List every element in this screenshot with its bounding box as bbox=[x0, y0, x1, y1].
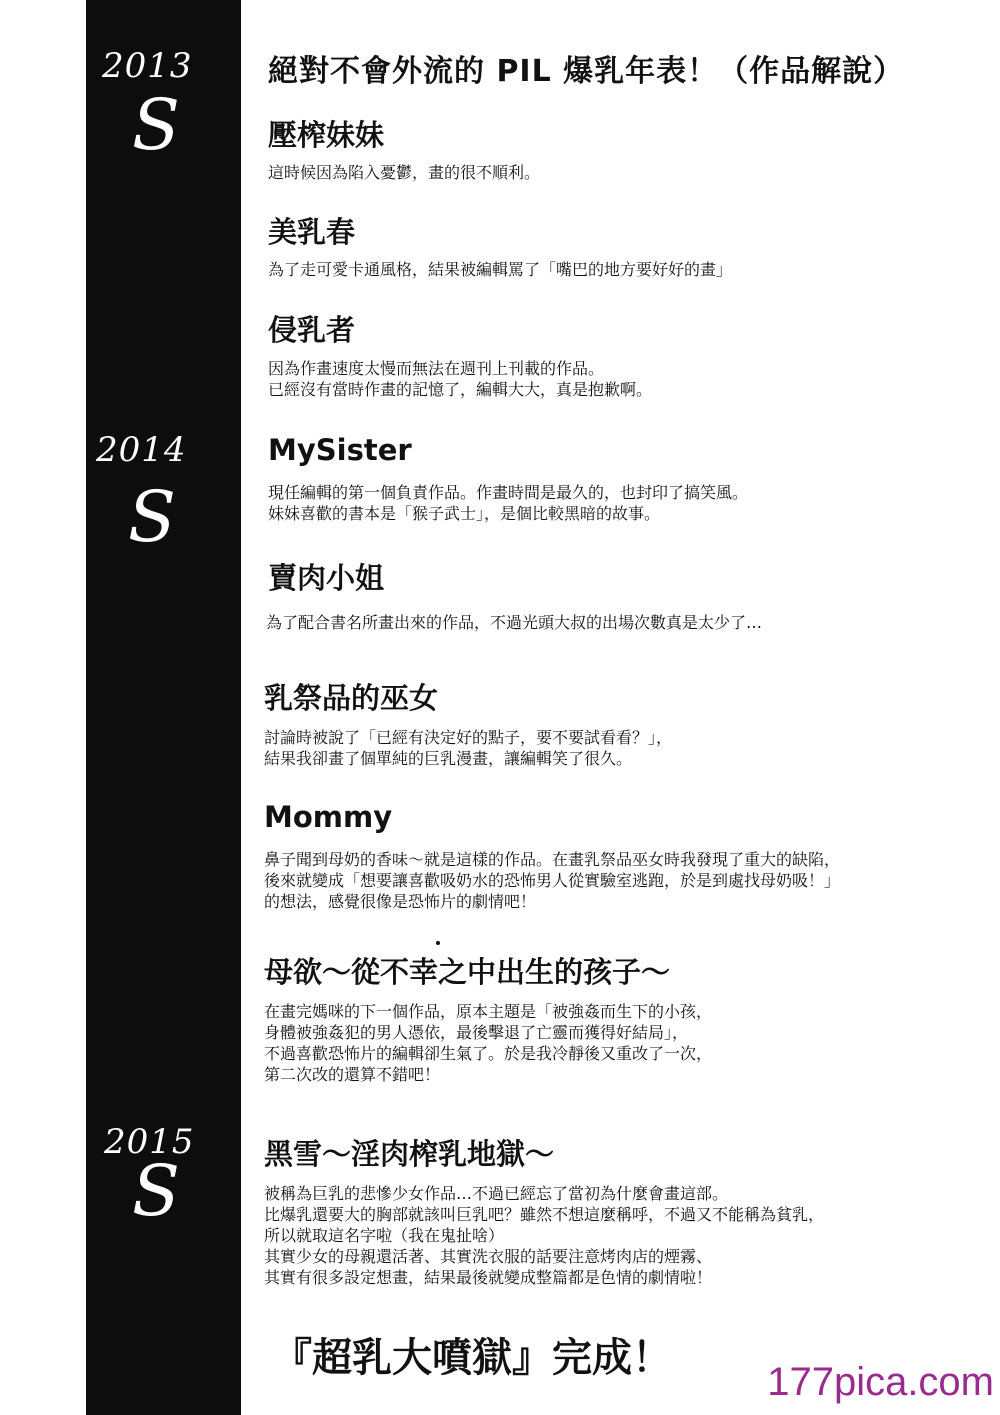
work-desc-line: 結果我卻畫了個單純的巨乳漫畫，讓編輯笑了很久。 bbox=[264, 749, 633, 768]
work-desc-line: 妹妹喜歡的書本是「猴子武士」，是個比較黑暗的故事。 bbox=[268, 504, 661, 523]
work-desc-line: 這時候因為陷入憂鬱，畫的很不順利。 bbox=[268, 163, 541, 182]
work-desc-line: 被稱為巨乳的悲慘少女作品…不過已經忘了當初為什麼會畫這部。 bbox=[264, 1184, 729, 1203]
year-sidebar bbox=[86, 0, 241, 1415]
work-title-5: 乳祭品的巫女 bbox=[264, 681, 439, 715]
page-title: 絕對不會外流的 PIL 爆乳年表！（作品解說） bbox=[268, 54, 905, 89]
work-desc-line: 討論時被說了「已經有決定好的點子，要不要試看看？」， bbox=[264, 728, 673, 747]
work-desc-8 bbox=[264, 1183, 824, 1288]
year-range-mark-2013: S bbox=[132, 84, 180, 166]
work-desc-line: 後來就變成「想要讓喜歡吸奶水的恐怖男人從實驗室逃跑，於是到處找母奶吸！」 bbox=[264, 871, 841, 890]
work-desc-line: 為了走可愛卡通風格，結果被編輯罵了「嘴巴的地方要好好的畫」 bbox=[268, 260, 733, 279]
work-desc-line: 比爆乳還要大的胸部就該叫巨乳吧？雖然不想這麼稱呼，不過又不能稱為貧乳， bbox=[264, 1205, 825, 1224]
work-desc-4 bbox=[266, 612, 762, 633]
work-desc-line: 鼻子聞到母奶的香味～就是這樣的作品。在畫乳祭品巫女時我發現了重大的缺陷， bbox=[264, 850, 841, 869]
work-desc-line: 其實有很多設定想畫，結果最後就變成整篇都是色情的劇情啦！ bbox=[264, 1268, 713, 1287]
work-desc-line: 身體被強姦犯的男人憑依，最後擊退了亡靈而獲得好結局」， bbox=[264, 1023, 689, 1042]
work-desc-line: 現任編輯的第一個負責作品。作畫時間是最久的，也封印了搞笑風。 bbox=[268, 483, 749, 502]
year-range-mark-2015: S bbox=[132, 1150, 180, 1232]
ink-speck bbox=[436, 941, 440, 945]
work-desc-line: 在畫完媽咪的下一個作品，原本主題是「被強姦而生下的小孩， bbox=[264, 1002, 713, 1021]
work-desc-6 bbox=[264, 849, 840, 912]
work-desc-line: 第二次改的還算不錯吧！ bbox=[264, 1065, 441, 1084]
year-label-2015: 2015 bbox=[104, 1122, 195, 1162]
work-title-2: 侵乳者 bbox=[268, 313, 356, 347]
work-desc-3 bbox=[268, 482, 748, 524]
completion-note: 『超乳大噴獄』完成！ bbox=[272, 1335, 672, 1381]
work-desc-line: 其實少女的母親還活著、其實洗衣服的話要注意烤肉店的煙霧、 bbox=[264, 1247, 713, 1266]
year-range-mark-2014: S bbox=[128, 476, 176, 558]
year-label-2013: 2013 bbox=[102, 46, 193, 86]
work-title-1: 美乳春 bbox=[268, 215, 356, 249]
work-title-0: 壓榨妹妹 bbox=[268, 118, 385, 152]
work-desc-2 bbox=[268, 358, 652, 400]
work-desc-line: 因為作畫速度太慢而無法在週刊上刊載的作品。 bbox=[268, 359, 605, 378]
work-title-6: Mommy bbox=[264, 800, 393, 834]
work-title-7: 母欲～從不幸之中出生的孩子～ bbox=[264, 955, 671, 989]
work-desc-5 bbox=[264, 727, 672, 769]
year-label-2014: 2014 bbox=[96, 430, 187, 470]
work-title-3: MySister bbox=[268, 433, 412, 467]
work-desc-1 bbox=[268, 259, 732, 280]
work-title-8: 黑雪～淫肉榨乳地獄～ bbox=[264, 1137, 555, 1171]
work-desc-0 bbox=[268, 162, 540, 183]
work-desc-line: 已經沒有當時作畫的記憶了，編輯大大，真是抱歉啊。 bbox=[268, 380, 653, 399]
work-desc-line: 為了配合書名所畫出來的作品，不過光頭大叔的出場次數真是太少了… bbox=[266, 613, 763, 632]
work-desc-7 bbox=[264, 1001, 712, 1085]
work-desc-line: 的想法，感覺很像是恐怖片的劇情吧！ bbox=[264, 892, 537, 911]
site-watermark: 177pica.com bbox=[767, 1360, 994, 1404]
work-desc-line: 不過喜歡恐怖片的編輯卻生氣了。於是我冷靜後又重改了一次， bbox=[264, 1044, 713, 1063]
work-desc-line: 所以就取這名字啦（我在鬼扯啥） bbox=[264, 1226, 505, 1245]
work-title-4: 賣肉小姐 bbox=[268, 561, 385, 595]
